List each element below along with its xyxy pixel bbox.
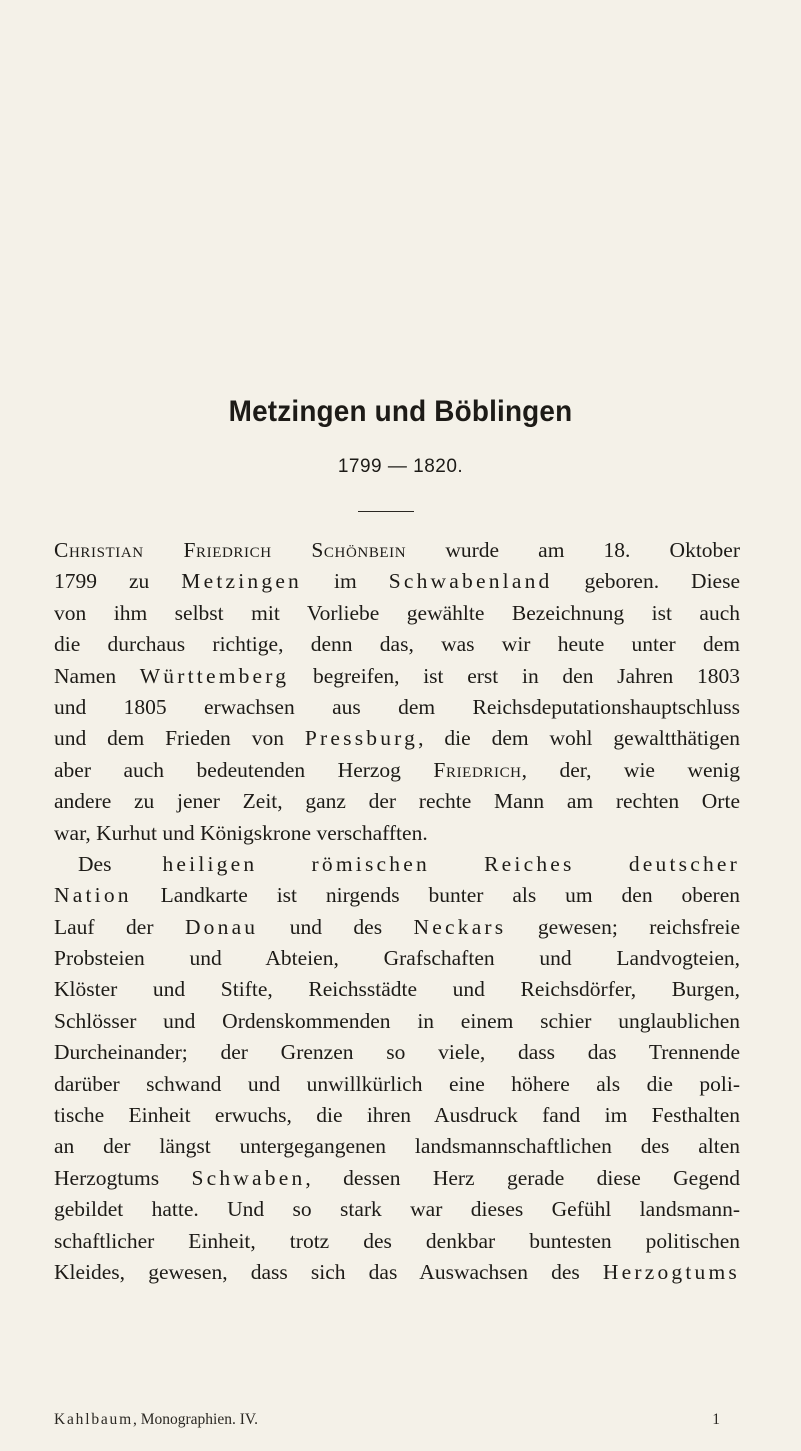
text-line: andere zu jener Zeit, ganz der rechte Mann am rechten Orte (54, 789, 740, 814)
text-segment: , dessen Herz gerade diese Gegend (305, 1165, 740, 1190)
text-segment: gewesen; reichsfreie (506, 914, 740, 939)
text-segment: , die dem wohl gewaltthätigen (418, 726, 740, 751)
text-segment: und des (258, 914, 414, 939)
text-segment: Nation (54, 883, 132, 908)
text-line (54, 1257, 740, 1288)
text-line (54, 849, 740, 880)
page-footer (54, 1411, 720, 1429)
text-line: von ihm selbst mit Vorliebe gewählte Bezeichnung ist auch (54, 600, 740, 625)
year-range: 1799 — 1820. (337, 456, 464, 477)
text-line: tische Einheit erwuchs, die ihren Ausdruck fand im Festhalten (54, 1103, 740, 1128)
text-line: darüber schwand und unwillkürlich eine höhere als die poli- (54, 1071, 740, 1096)
text-segment: Lauf der (54, 914, 185, 939)
text-line: gebildet hatte. Und so stark war dieses Gefühl landsmann- (54, 1197, 740, 1222)
text-line: schaftlicher Einheit, trotz des denkbar buntesten politischen (54, 1228, 740, 1253)
text-segment: wurde am 18. Oktober (406, 538, 740, 562)
text-line: Schlösser und Ordenskommenden in einem schier unglaublichen (54, 1008, 740, 1033)
page-title: Metzingen und Böblingen (228, 395, 573, 428)
text-segment: Pressburg (304, 726, 419, 751)
text-line (54, 912, 740, 943)
text-line (54, 723, 740, 754)
text-segment: Herzogtums (602, 1259, 740, 1284)
text-segment: begreifen, ist erst in den Jahren 1803 (289, 663, 740, 688)
text-segment: Kleides, gewesen, dass sich das Auswachsen des (54, 1259, 603, 1284)
section-divider (358, 511, 414, 512)
text-segment: 1799 zu (54, 569, 182, 594)
text-segment: Donau (184, 914, 259, 939)
text-segment: Württemberg (139, 663, 290, 688)
text-line: Probsteien und Abteien, Grafschaften und Landvogteien, (54, 946, 740, 971)
text-segment: Schwabenland (388, 569, 553, 594)
text-segment: , der, wie wenig (521, 757, 740, 782)
text-segment: aber auch bedeutenden Herzog (54, 757, 434, 782)
text-line: und 1805 erwachsen aus dem Reichsdeputationshauptschluss (54, 694, 740, 719)
text-segment: Neckars (413, 914, 507, 939)
text-segment: Namen (54, 663, 140, 688)
text-segment: Christian Friedrich Schönbein (54, 538, 407, 562)
text-line (54, 880, 740, 911)
text-segment: Friedrich (433, 757, 522, 782)
text-segment: heiligen römischen Reiches deutscher (162, 851, 741, 876)
text-line (54, 755, 740, 786)
text-line (54, 1163, 740, 1194)
text-segment: Herzogtums (54, 1165, 192, 1190)
text-line: die durchaus richtige, denn das, was wir heute unter dem (54, 632, 740, 657)
body-text (54, 535, 740, 1288)
text-segment: Landkarte ist nirgends bunter als um den oberen (131, 883, 740, 908)
text-line: Klöster und Stifte, Reichsstädte und Reichsdörfer, Burgen, (54, 977, 740, 1002)
text-line: an der längst untergegangenen landsmannschaftlichen des alten (54, 1134, 740, 1159)
page-number: 1 (712, 1411, 720, 1428)
footer-signature: Kahlbaum, Monographien. IV. (54, 1411, 258, 1428)
text-line (54, 661, 740, 692)
text-line: war, Kurhut und Königskrone verschafften. (54, 820, 428, 845)
text-line (54, 535, 740, 566)
text-segment: geboren. Diese (552, 569, 741, 594)
text-line (54, 566, 740, 597)
text-segment: Schwaben (191, 1165, 306, 1190)
text-line: Durcheinander; der Grenzen so viele, dass das Trennende (54, 1040, 740, 1065)
text-segment: und dem Frieden von (54, 726, 305, 751)
text-segment: Metzingen (181, 569, 303, 594)
text-segment: im (302, 569, 389, 594)
text-segment: Des (78, 851, 163, 876)
